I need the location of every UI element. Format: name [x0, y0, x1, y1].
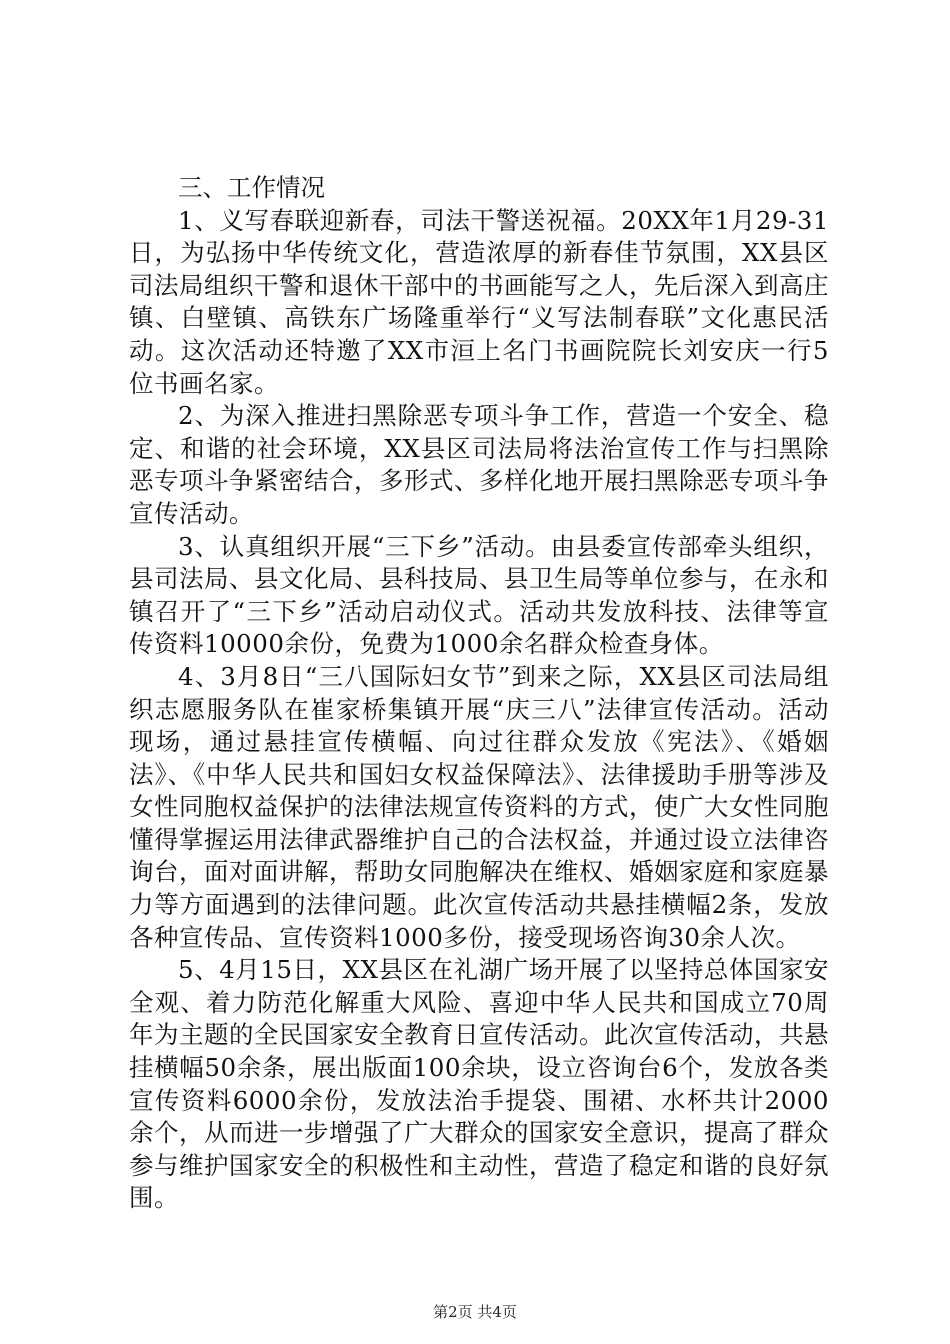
- paragraph-2: 2、为深入推进扫黑除恶专项斗争工作，营造一个安全、稳定、和谐的社会环境，XX县区司法局将法治宣传工作与扫黑除恶专项斗争紧密结合，多形式、多样化地开展扫黑除恶专项斗争宣传活动。: [129, 401, 829, 528]
- paragraph-4: 4、3月8日“三八国际妇女节”到来之际，XX县区司法局组织志愿服务队在崔家桥集镇开展“庆三八”法律宣传活动。活动现场，通过悬挂宣传横幅、向过往群众发放《宪法》、《婚姻法》、《中华人民共和国妇女权益保障法》、法律援助手册等涉及女性同胞权益保护的法律法规宣传资料的方式，使广大女性同胞懂得掌握运用法律武器维护自己的合法权益，并通过设立法律咨询台，面对面讲解，帮助女同胞解决在维权、婚姻家庭和家庭暴力等方面遇到的法律问题。此次宣传活动共悬挂横幅2条，发放各种宣传品、宣传资料1000多份，接受现场咨询30余人次。: [129, 661, 829, 952]
- paragraph-5: 5、4月15日，XX县区在礼湖广场开展了以坚持总体国家安全观、着力防范化解重大风险、喜迎中华人民共和国成立70周年为主题的全民国家安全教育日宣传活动。此次宣传活动，共悬挂横幅50余条，展出版面100余块，设立咨询台6个，发放各类宣传资料6000余份，发放法治手提袋、围裙、水杯共计2000余个，从而进一步增强了广大群众的国家安全意识，提高了群众参与维护国家安全的积极性和主动性，营造了稳定和谐的良好氛围。: [129, 955, 829, 1213]
- document-body: [129, 172, 829, 1215]
- page-number-footer: 第2页 共4页: [433, 1303, 517, 1321]
- section-heading: 三、工作情况: [178, 173, 325, 202]
- paragraph-1: 1、义写春联迎新春，司法干警送祝福。20XX年1月29-31日，为弘扬中华传统文化，营造浓厚的新春佳节氛围，XX县区司法局组织干警和退休干部中的书画能写之人，先后深入到高庄镇、白壁镇、高铁东广场隆重举行“义写法制春联”文化惠民活动。这次活动还特邀了XX市洹上名门书画院院长刘安庆一行5位书画名家。: [129, 205, 829, 398]
- paragraph-3: 3、认真组织开展“三下乡”活动。由县委宣传部牵头组织，县司法局、县文化局、县科技局、县卫生局等单位参与，在永和镇召开了“三下乡”活动启动仪式。活动共发放科技、法律等宣传资料10000余份，免费为1000余名群众检查身体。: [129, 531, 829, 659]
